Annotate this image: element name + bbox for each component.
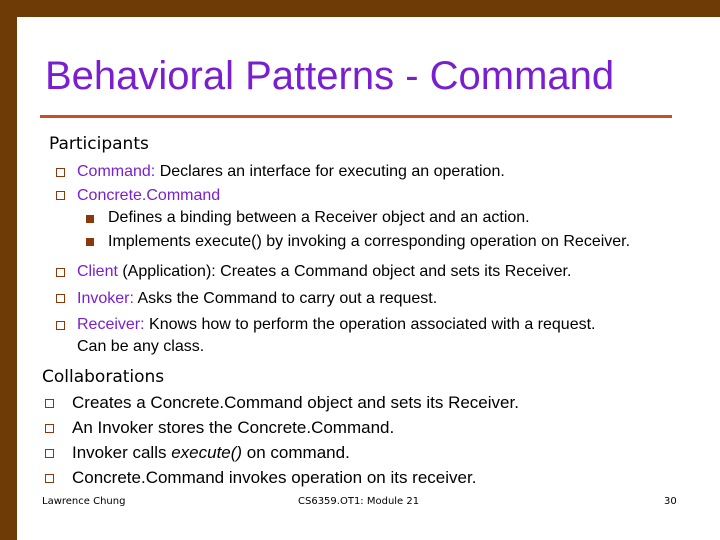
participant-client — [77, 262, 571, 281]
participant-invoker — [77, 289, 437, 308]
checkbox-bullet-icon — [56, 268, 65, 277]
term-receiver: Receiver: — [77, 316, 145, 333]
participants-heading: Participants — [49, 134, 149, 154]
collaboration-item: Concrete.Command invokes operation on its receiver. — [72, 468, 477, 487]
participant-command — [77, 162, 505, 181]
collaboration-item: An Invoker stores the Concrete.Command. — [72, 418, 395, 437]
footer-author: Lawrence Chung — [42, 496, 126, 507]
participant-receiver-continuation: Can be any class. — [77, 338, 205, 355]
participant-concrete-command — [77, 186, 220, 205]
left-decor-bar — [0, 0, 17, 540]
term-invoker: Invoker: — [77, 290, 134, 307]
checkbox-bullet-icon — [56, 168, 65, 177]
term-command: Command: — [77, 163, 156, 180]
execute-method: execute() — [171, 443, 243, 462]
checkbox-bullet-icon — [56, 294, 65, 303]
term-client: Client — [77, 263, 118, 280]
title-underline — [40, 115, 672, 118]
square-bullet-icon — [86, 215, 94, 223]
concrete-command-subitem: Implements execute() by invoking a corresponding operation on Receiver. — [108, 233, 631, 250]
top-decor-bar — [17, 0, 720, 17]
footer-page-number: 30 — [664, 496, 677, 507]
checkbox-bullet-icon — [45, 399, 54, 408]
term-concrete-command: Concrete.Command — [77, 187, 221, 204]
collaborations-heading: Collaborations — [42, 367, 165, 387]
square-bullet-icon — [86, 238, 94, 246]
participant-receiver-desc: Knows how to perform the operation associated with a request. — [144, 316, 596, 333]
checkbox-bullet-icon — [56, 191, 65, 200]
participant-client-desc: (Application): Creates a Command object and sets its Receiver. — [117, 263, 572, 280]
collaboration-item: Creates a Concrete.Command object and sets its Receiver. — [72, 393, 519, 412]
concrete-command-subitem: Defines a binding between a Receiver object and an action. — [108, 209, 530, 226]
checkbox-bullet-icon — [45, 449, 54, 458]
footer-course: CS6359.OT1: Module 21 — [298, 496, 420, 507]
checkbox-bullet-icon — [45, 424, 54, 433]
checkbox-bullet-icon — [45, 474, 54, 483]
participant-receiver — [77, 315, 596, 334]
checkbox-bullet-icon — [56, 321, 65, 330]
slide-title: Behavioral Patterns - Command — [45, 54, 615, 98]
collaboration-item: Invoker calls execute() on command. — [72, 443, 350, 462]
participant-invoker-desc: Asks the Command to carry out a request. — [133, 290, 438, 307]
participant-command-desc: Declares an interface for executing an operation. — [155, 163, 505, 180]
